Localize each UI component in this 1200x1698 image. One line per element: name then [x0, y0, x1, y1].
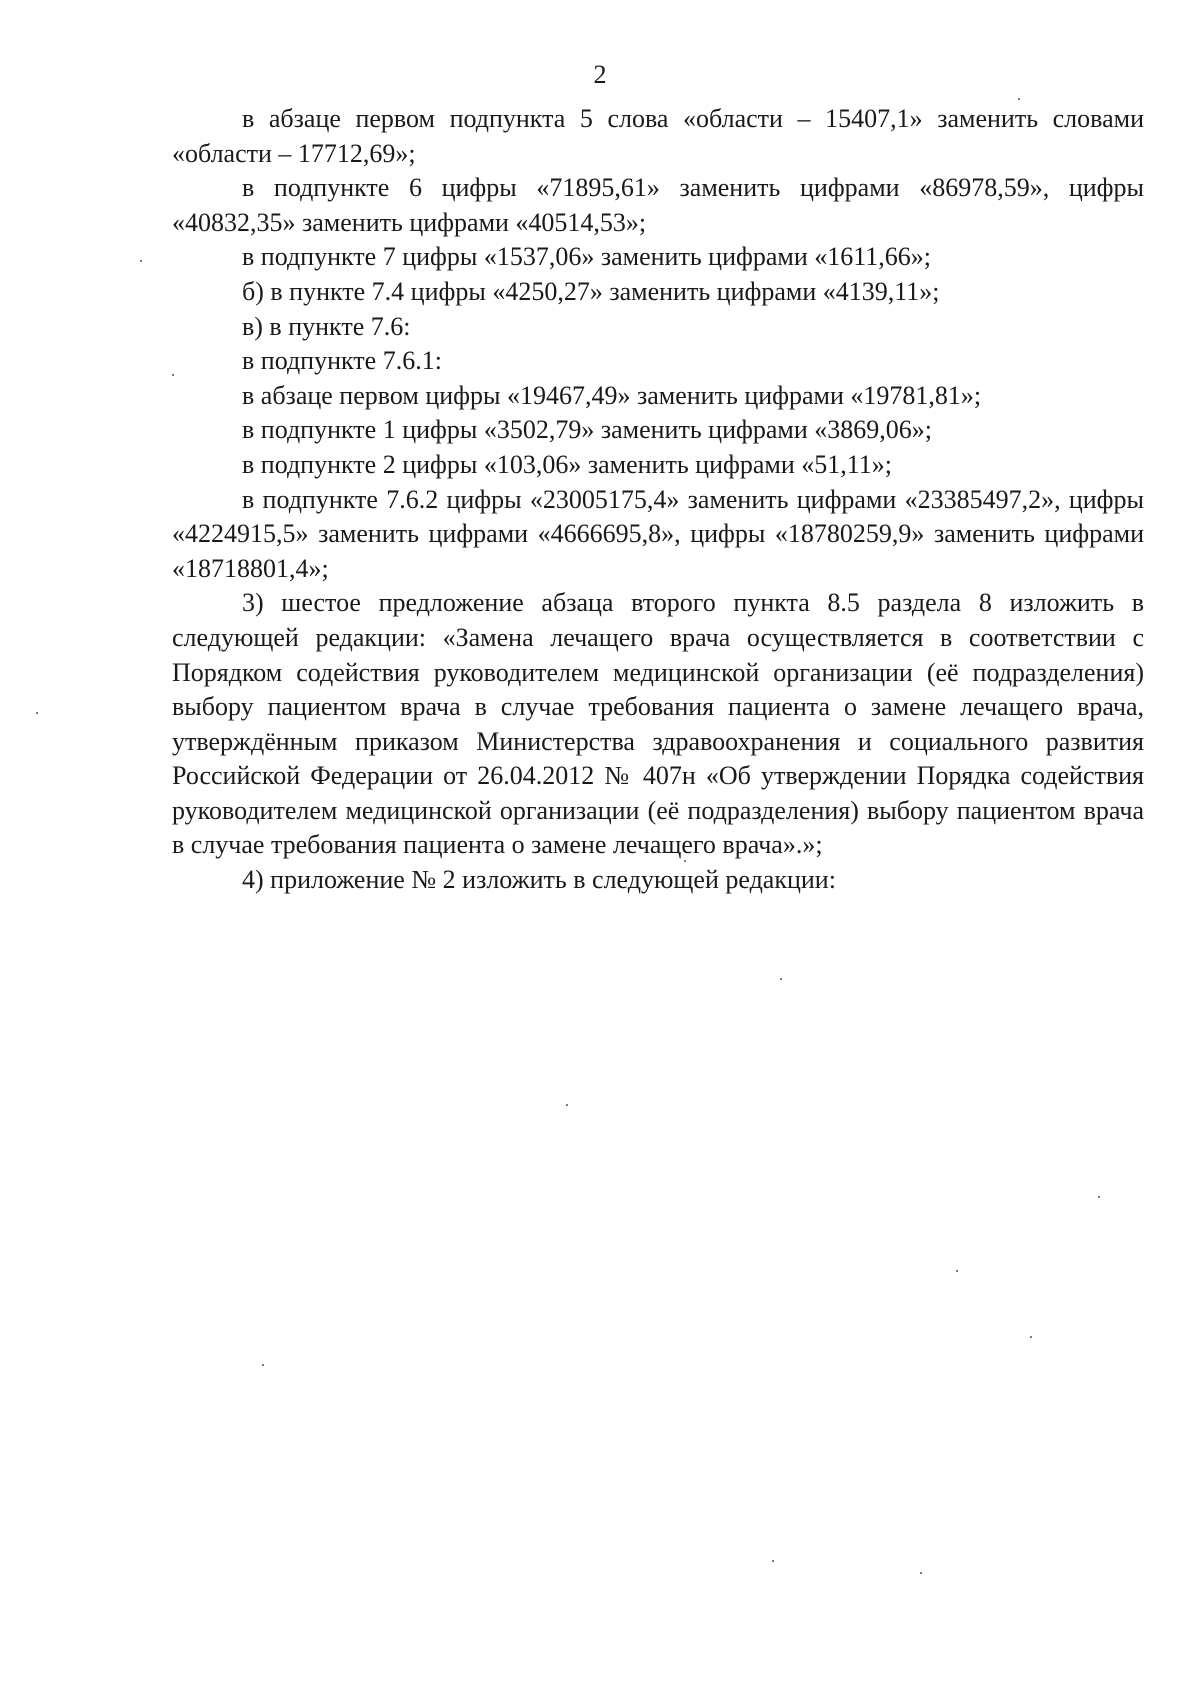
scan-speck: [956, 1270, 958, 1272]
scan-speck: [1030, 1336, 1032, 1338]
paragraph-item-7-4: б) в пункте 7.4 цифры «4250,27» заменить цифрами «4139,11»;: [242, 276, 940, 306]
paragraph-item-3: 3) шестое предложение абзаца второго пункта 8.5 раздела 8 изложить в следующей редакции: «Замена лечащего врача осуществляется в соответствии с Порядком содействия руководителем медицинской организации (её подразделения) выбору пациентом врача в случае требования пациента о замене лечащего врача, утверждённым приказом Министерства здравоохранения и социального развития Российской Федерации от 26.04.2012 № 407н «Об утверждении Порядка содействия руководителем медицинской организации (её подразделения) выбору пациентом врача в случае требования пациента о замене лечащего врача».»;: [172, 588, 1144, 860]
paragraph-subitem-5: в абзаце первом подпункта 5 слова «области – 15407,1» заменить словами «области – 17712,69»;: [172, 104, 1144, 168]
scan-speck: [772, 1560, 774, 1562]
paragraph-subitem-7: в подпункте 7 цифры «1537,06» заменить цифрами «1611,66»;: [242, 242, 932, 272]
paragraph-item-4: 4) приложение № 2 изложить в следующей редакции:: [242, 865, 836, 895]
scan-speck: [920, 1572, 922, 1574]
page-number: 2: [593, 60, 607, 89]
scan-speck: [36, 712, 38, 714]
scan-speck: [140, 260, 142, 262]
paragraph-item-7-6: в) в пункте 7.6:: [242, 311, 411, 341]
scan-speck: [566, 1104, 568, 1106]
paragraph-subitem-1: в подпункте 1 цифры «3502,79» заменить цифрами «3869,06»;: [242, 415, 932, 445]
scan-speck: [1098, 1196, 1100, 1198]
paragraph-subitem-6: в подпункте 6 цифры «71895,61» заменить цифрами «86978,59», цифры «40832,35» заменить цифрами «40514,53»;: [172, 173, 1144, 237]
paragraph-first-abzac: в абзаце первом цифры «19467,49» заменить цифрами «19781,81»;: [242, 380, 982, 410]
document-body: [172, 102, 1144, 898]
paragraph-subitem-7-6-1: в подпункте 7.6.1:: [242, 346, 442, 376]
scan-speck: [780, 978, 782, 980]
scan-speck: [1018, 98, 1020, 100]
scan-speck: [172, 374, 174, 376]
scan-speck: [684, 860, 686, 862]
paragraph-subitem-2: в подпункте 2 цифры «103,06» заменить цифрами «51,11»;: [242, 449, 893, 479]
scan-speck: [262, 1364, 264, 1366]
paragraph-subitem-7-6-2: в подпункте 7.6.2 цифры «23005175,4» заменить цифрами «23385497,2», цифры «4224915,5» заменить цифрами «4666695,8», цифры «18780259,9» заменить цифрами «18718801,4»;: [172, 484, 1144, 583]
